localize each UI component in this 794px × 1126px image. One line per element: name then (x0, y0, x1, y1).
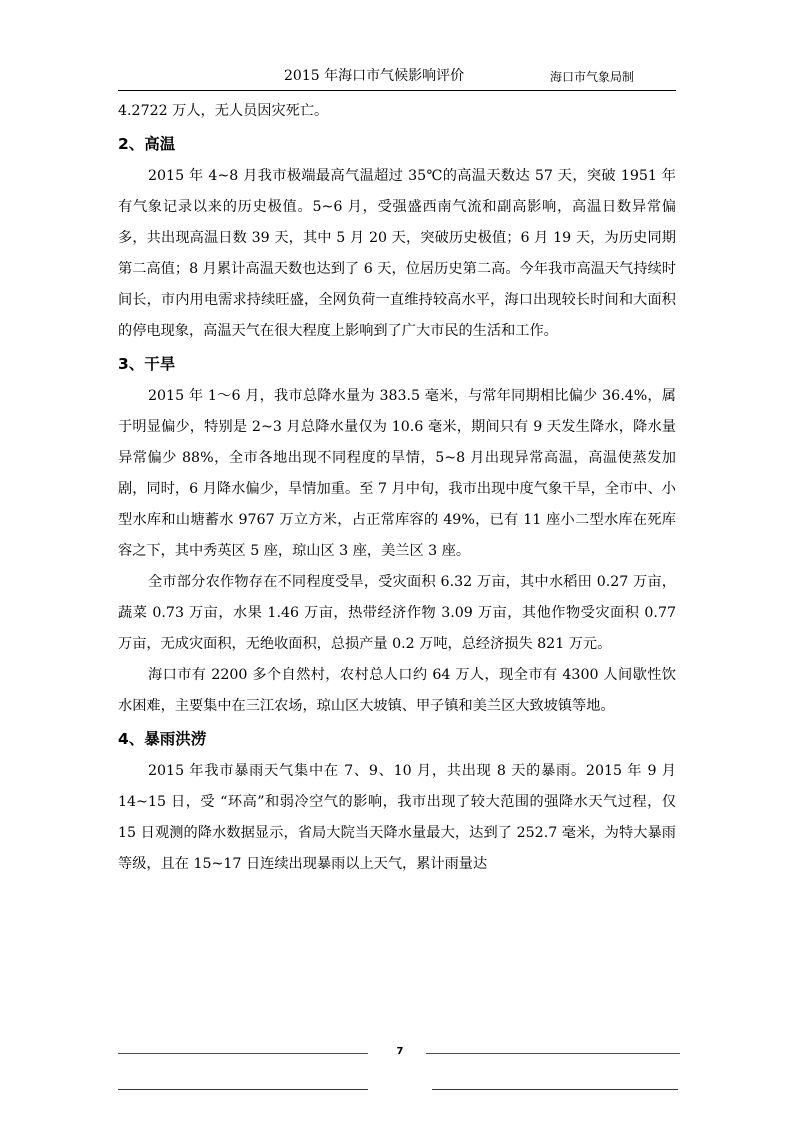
section-heading-drought: 3、干旱 (118, 355, 176, 373)
footer-rule-bottom-left (118, 1089, 368, 1090)
header-issuer: 海口市气象局制 (550, 70, 635, 84)
paragraph-drought-rainfall: 2015 年 1～6 月，我市总降水量为 383.5 毫米，与常年同期相比偏少 36.4%，属于明显偏少，特别是 2~3 月总降水量仅为 10.6 毫米，期间只有 9 天发生降水，降水量异常偏少 88%，全市各地出现不同程度的旱情，5~8 月出现异常高温，高温使蒸发加剧，同时，6 月降水偏少，旱情加重。至 7 月中旬，我市出现中度气象干旱，全市中、小型水库和山塘蓄水 9767 万立方米，占正常库容的 49%，已有 11 座小二型水库在死库容之下，其中秀英区 5 座，琼山区 3 座，美兰区 3 座。 (118, 388, 676, 559)
paragraph-drought-crops: 全市部分农作物存在不同程度受旱，受灾面积 6.32 万亩，其中水稻田 0.27 万亩，蔬菜 0.73 万亩，水果 1.46 万亩，热带经济作物 3.09 万亩，其他作物受灾面积 0.77 万亩，无成灾面积，无绝收面积，总损产量 0.2 万吨，总经济损失 821 万元。 (118, 574, 676, 652)
page-number: 7 (396, 1046, 404, 1057)
section-heading-rainstorm: 4、暴雨洪涝 (118, 730, 207, 748)
paragraph-high-temperature: 2015 年 4~8 月我市极端最高气温超过 35℃的高温天数达 57 天，突破 1951 年有气象记录以来的历史极值。5~6 月，受强盛西南气流和副高影响，高温日数异常偏多，共出现高温日数 39 天，其中 5 月 20 天，突破历史极值；6 月 19 天，为历史同期第二高值；8 月累计高温天数也达到了 6 天，位居历史第二高。今年我市高温天气持续时间长，市内用电需求持续旺盛，全网负荷一直维持较高水平，海口出现较长时间和大面积的停电现象，高温天气在很大程度上影响到了广大市民的生活和工作。 (118, 168, 676, 339)
footer-rule-left (118, 1053, 368, 1054)
header-title: 2015 年海口市气候影响评价 (284, 68, 465, 84)
footer-rule-right (426, 1053, 680, 1054)
paragraph-rainstorm: 2015 年我市暴雨天气集中在 7、9、10 月，共出现 8 天的暴雨。2015 年 9 月 14~15 日，受 “环高”和弱冷空气的影响，我市出现了较大范围的强降水天气过程，仅 15 日观测的降水数据显示，省局大院当天降水量最大，达到了 252.7 毫米，为特大暴雨等级，且在 15~17 日连续出现暴雨以上天气，累计雨量达 (118, 763, 676, 872)
paragraph-drought-water: 海口市有 2200 多个自然村，农村总人口约 64 万人，现全市有 4300 人间歇性饮水困难，主要集中在三江农场，琼山区大坡镇、甲子镇和美兰区大致坡镇等地。 (118, 667, 676, 714)
document-body (118, 96, 676, 880)
paragraph-continuation: 4.2722 万人，无人员因灾死亡。 (118, 103, 329, 119)
page-footer (0, 1046, 794, 1126)
section-heading-high-temperature: 2、高温 (118, 135, 176, 153)
page-header (118, 66, 676, 91)
footer-rule-bottom-right (432, 1089, 678, 1090)
